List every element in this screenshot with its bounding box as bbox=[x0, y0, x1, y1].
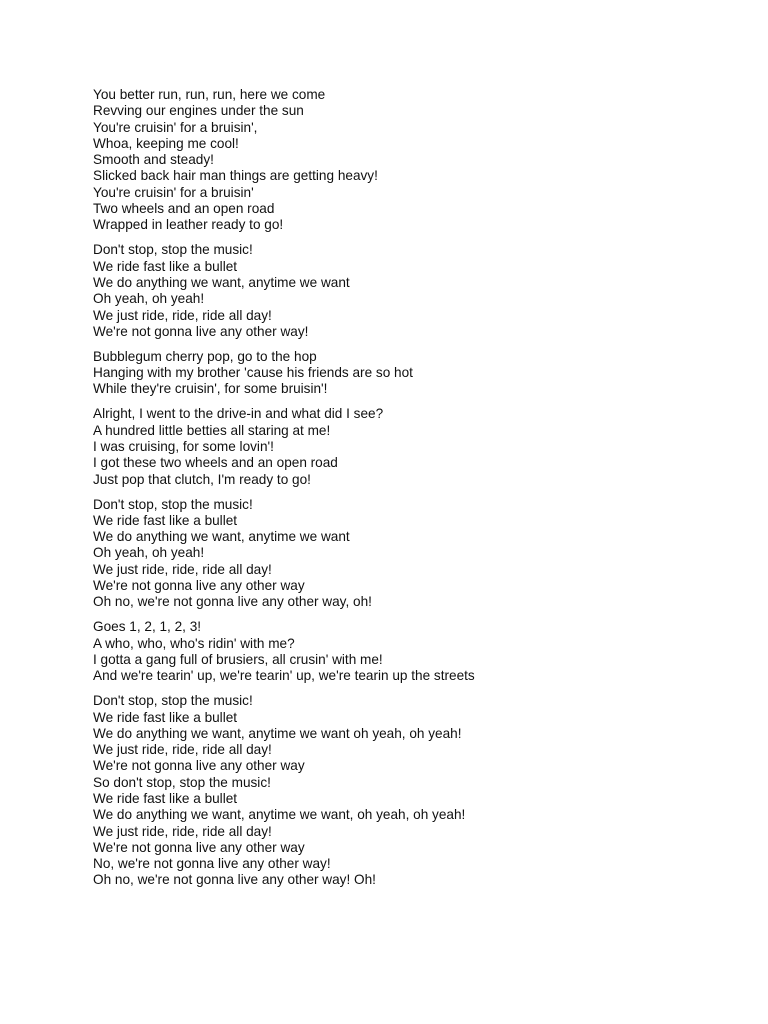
lyric-line: We just ride, ride, ride all day! bbox=[93, 823, 272, 839]
stanza-2 bbox=[93, 242, 733, 340]
lyric-line: Revving our engines under the sun bbox=[93, 103, 304, 119]
lyric-line: Don't stop, stop the music! bbox=[93, 242, 253, 258]
lyric-line: We just ride, ride, ride all day! bbox=[93, 307, 272, 323]
lyric-line: Smooth and steady! bbox=[93, 152, 214, 168]
stanza-3 bbox=[93, 349, 733, 398]
lyric-line: We just ride, ride, ride all day! bbox=[93, 561, 272, 577]
lyric-line: Hanging with my brother 'cause his friends are so hot bbox=[93, 365, 413, 381]
lyric-line: Just pop that clutch, I'm ready to go! bbox=[93, 471, 311, 487]
lyric-line: We're not gonna live any other way bbox=[93, 578, 305, 594]
lyric-line: We ride fast like a bullet bbox=[93, 791, 238, 806]
lyric-line: You better run, run, run, here we come bbox=[93, 87, 326, 102]
lyric-line: Oh yeah, oh yeah! bbox=[93, 291, 205, 307]
lyric-line: Oh yeah, oh yeah! bbox=[93, 545, 205, 561]
lyric-line: A who, who, who's ridin' with me? bbox=[93, 635, 295, 651]
lyric-line: We're not gonna live any other way bbox=[93, 758, 305, 774]
lyric-line: We ride fast like a bullet bbox=[93, 709, 238, 725]
lyric-line: We ride fast like a bullet bbox=[93, 512, 238, 528]
lyric-line: We're not gonna live any other way bbox=[93, 839, 305, 855]
lyric-line: Don't stop, stop the music! bbox=[93, 496, 253, 512]
lyric-line: We do anything we want, anytime we want bbox=[93, 529, 350, 545]
lyrics-page bbox=[93, 87, 733, 897]
lyric-line: Bubblegum cherry pop, go to the hop bbox=[93, 348, 317, 364]
lyric-line: We do anything we want, anytime we want, oh yeah, oh yeah! bbox=[93, 807, 466, 823]
stanza-1 bbox=[93, 87, 733, 234]
lyric-line: We do anything we want, anytime we want bbox=[93, 274, 350, 290]
lyric-line: We just ride, ride, ride all day! bbox=[93, 742, 272, 758]
lyric-line: No, we're not gonna live any other way! bbox=[93, 856, 331, 872]
lyric-line: Goes 1, 2, 1, 2, 3! bbox=[93, 619, 202, 635]
lyric-line: Wrapped in leather ready to go! bbox=[93, 217, 284, 233]
lyric-line: A hundred little betties all staring at me! bbox=[93, 422, 331, 438]
lyric-line: You're cruisin' for a bruisin' bbox=[93, 184, 254, 200]
lyric-line: Two wheels and an open road bbox=[93, 201, 275, 217]
lyric-line: And we're tearin' up, we're tearin' up, we're tearin up the streets bbox=[93, 668, 475, 684]
lyric-line: I was cruising, for some lovin'! bbox=[93, 439, 274, 454]
lyric-line: We're not gonna live any other way! bbox=[93, 323, 309, 339]
stanza-6 bbox=[93, 619, 733, 684]
lyric-line: While they're cruisin', for some bruisin'! bbox=[93, 381, 328, 397]
lyric-line: I gotta a gang full of brusiers, all crusin' with me! bbox=[93, 651, 383, 667]
lyric-line: Alright, I went to the drive-in and what did I see? bbox=[93, 406, 384, 422]
stanza-4 bbox=[93, 406, 733, 487]
lyric-line: We ride fast like a bullet bbox=[93, 258, 238, 274]
stanza-7 bbox=[93, 693, 733, 889]
lyric-line: Slicked back hair man things are getting heavy! bbox=[93, 168, 378, 184]
lyric-line: You're cruisin' for a bruisin', bbox=[93, 119, 258, 135]
lyric-line: I got these two wheels and an open road bbox=[93, 455, 338, 471]
lyric-line: So don't stop, stop the music! bbox=[93, 774, 271, 790]
lyric-line: Oh no, we're not gonna live any other way! Oh! bbox=[93, 872, 376, 888]
stanza-5 bbox=[93, 497, 733, 611]
lyric-line: We do anything we want, anytime we want oh yeah, oh yeah! bbox=[93, 725, 462, 741]
lyric-line: Don't stop, stop the music! bbox=[93, 693, 253, 709]
lyric-line: Whoa, keeping me cool! bbox=[93, 135, 239, 151]
lyric-line: Oh no, we're not gonna live any other way, oh! bbox=[93, 594, 372, 610]
